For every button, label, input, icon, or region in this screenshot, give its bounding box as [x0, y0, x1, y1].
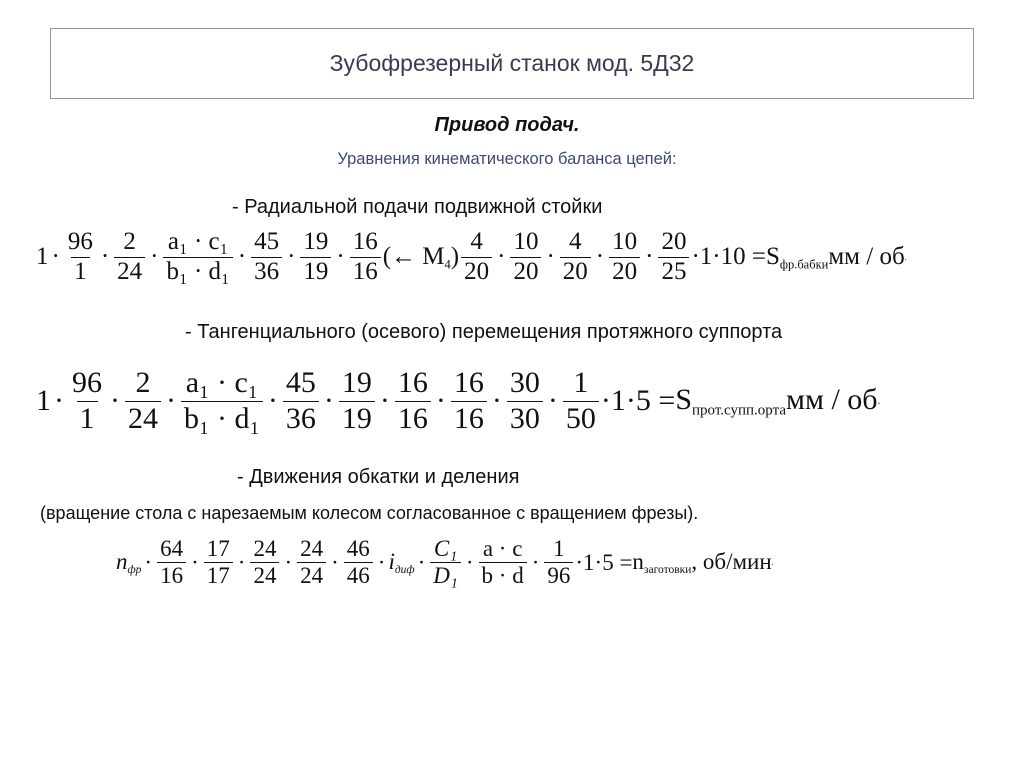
- numerator: a₁ · c₁: [167, 228, 229, 255]
- numerator: 64: [160, 536, 184, 561]
- fraction: [204, 536, 233, 590]
- numerator: 46: [346, 536, 370, 561]
- fraction: [507, 366, 543, 436]
- multiply-operator: ·: [110, 384, 120, 417]
- multiply-operator: ·: [323, 384, 334, 417]
- numerator: 45: [254, 228, 280, 255]
- multiply-operator: ·: [191, 549, 199, 575]
- fraction: [544, 536, 573, 590]
- multiply-operator: ·: [166, 384, 176, 417]
- denominator: b₁ · d₁: [181, 401, 263, 437]
- denominator: 96: [544, 562, 573, 589]
- fraction: [339, 366, 375, 436]
- math-text: ·1·10 =: [691, 243, 766, 271]
- denominator: 16: [157, 562, 186, 589]
- multiply-operator: ·: [497, 243, 506, 271]
- symbol-subscript: заготовки: [643, 564, 692, 577]
- numerator: 19: [303, 228, 329, 255]
- fraction: [560, 228, 591, 287]
- numerator: a₁ · c₁: [185, 366, 259, 399]
- fraction: [451, 366, 487, 436]
- section-radial-feed: - Радиальной подачи подвижной стойки: [232, 196, 603, 218]
- numerator: 24: [300, 536, 324, 561]
- multiply-operator: ·: [465, 549, 474, 575]
- denominator: 24: [125, 401, 161, 437]
- equation-radial-feed: [36, 228, 907, 287]
- period: .: [771, 558, 774, 568]
- numerator: 1: [553, 536, 565, 561]
- multiply-operator: ·: [54, 384, 64, 417]
- multiply-operator: ·: [267, 384, 278, 417]
- symbol-main: S: [675, 382, 693, 416]
- denominator: 24: [250, 562, 279, 589]
- symbol-subscript: фр.бабки: [779, 256, 829, 271]
- denominator: 36: [283, 401, 319, 437]
- multiply-operator: ·: [150, 243, 159, 271]
- denominator: 50: [563, 401, 599, 437]
- numerator: 16: [352, 228, 378, 255]
- symbol-subscript: диф: [394, 564, 415, 577]
- denominator: 16: [350, 257, 381, 287]
- fraction: [283, 366, 319, 436]
- slide-title: Зубофрезерный станок мод. 5Д32: [329, 50, 695, 76]
- multiply-operator: ·: [144, 549, 153, 575]
- denominator: 25: [658, 257, 689, 287]
- fraction: [114, 228, 145, 287]
- math-symbol: [632, 549, 771, 576]
- math-symbol: [116, 549, 141, 576]
- numerator: 2: [123, 228, 136, 255]
- denominator: 20: [461, 257, 492, 287]
- numerator: 2: [135, 366, 151, 399]
- denominator: 1: [77, 401, 98, 437]
- fraction: [69, 366, 105, 436]
- fraction: [479, 536, 527, 590]
- symbol-subscript: прот.супп.орта: [692, 402, 786, 419]
- equation-rolling-division: [116, 536, 774, 590]
- symbol-main: i: [388, 549, 395, 575]
- symbol-main: S: [765, 242, 780, 270]
- multiply-operator: ·: [284, 549, 293, 575]
- numerator: 16: [453, 366, 484, 399]
- symbol-suffix: , об/мин: [691, 549, 772, 575]
- numerator: 24: [253, 536, 277, 561]
- multiply-operator: ·: [435, 384, 446, 417]
- multiply-operator: ·: [531, 549, 540, 575]
- numerator: 96: [72, 366, 102, 399]
- math-text: 1: [36, 243, 49, 271]
- symbol-main: (← M: [382, 242, 445, 270]
- subheading: Уравнения кинематического баланса цепей:: [337, 150, 677, 168]
- denominator: 19: [339, 401, 375, 437]
- fraction: [609, 228, 640, 287]
- denominator: 16: [451, 401, 487, 437]
- fraction: [251, 228, 282, 287]
- multiply-operator: ·: [331, 549, 339, 575]
- fraction: [350, 228, 381, 287]
- denominator: 17: [204, 562, 233, 589]
- numerator: 45: [285, 366, 316, 399]
- numerator: 16: [397, 366, 428, 399]
- math-symbol: [383, 243, 459, 272]
- math-text: ·1·5 =: [575, 549, 633, 575]
- numerator: 4: [569, 228, 582, 255]
- math-symbol: [766, 243, 905, 272]
- multiply-operator: ·: [377, 549, 386, 575]
- equation-tangential-feed: [36, 366, 880, 436]
- fraction: [395, 366, 431, 436]
- denominator: 16: [395, 401, 431, 437]
- numerator: 10: [513, 228, 539, 255]
- denominator: 30: [507, 401, 543, 437]
- fraction: [563, 366, 599, 436]
- section-tangential-feed: - Тангенциального (осевого) перемещения протяжного суппорта: [185, 321, 783, 343]
- fraction: [125, 366, 161, 436]
- denominator: b₁ · d₁: [163, 257, 232, 287]
- denominator: 20: [560, 257, 591, 287]
- multiply-operator: ·: [547, 384, 558, 417]
- symbol-suffix: мм / об: [786, 382, 878, 416]
- numerator: a · c: [482, 536, 523, 561]
- fraction: [65, 228, 96, 287]
- section-rolling-division: - Движения обкатки и деления: [237, 466, 520, 488]
- fraction: [344, 536, 373, 590]
- numerator: 96: [67, 228, 93, 255]
- symbol-suffix: ): [450, 242, 460, 270]
- multiply-operator: ·: [546, 243, 555, 271]
- period: .: [904, 252, 907, 263]
- math-text: 1: [36, 384, 51, 417]
- multiply-operator: ·: [51, 243, 60, 271]
- numerator: 30: [509, 366, 540, 399]
- fraction: [430, 536, 461, 590]
- math-symbol: [388, 549, 414, 576]
- multiply-operator: ·: [491, 384, 502, 417]
- symbol-subscript: фр: [127, 564, 142, 577]
- math-text: ·1·5 =: [600, 384, 676, 417]
- fraction: [461, 228, 492, 287]
- numerator: 19: [341, 366, 372, 399]
- multiply-operator: ·: [417, 549, 426, 575]
- denominator: 36: [251, 257, 282, 287]
- denominator: 19: [300, 257, 331, 287]
- denominator: b · d: [479, 562, 527, 589]
- numerator: 20: [661, 228, 687, 255]
- fraction: [157, 536, 186, 590]
- denominator: 20: [510, 257, 541, 287]
- heading: Привод подач.: [434, 114, 580, 136]
- numerator: C₁: [433, 536, 458, 561]
- numerator: 10: [612, 228, 638, 255]
- note: (вращение стола с нарезаемым колесом согласованное с вращением фрезы).: [40, 503, 699, 523]
- symbol-main: n: [116, 549, 128, 575]
- fraction: [300, 228, 331, 287]
- multiply-operator: ·: [237, 549, 246, 575]
- denominator: 20: [609, 257, 640, 287]
- fraction: [181, 366, 263, 436]
- multiply-operator: ·: [645, 243, 654, 271]
- fraction: [510, 228, 541, 287]
- title-box: [50, 28, 974, 99]
- numerator: 17: [206, 536, 230, 561]
- denominator: 24: [297, 562, 326, 589]
- symbol-main: n: [632, 549, 644, 575]
- symbol-subscript: 4: [444, 256, 451, 271]
- denominator: 1: [71, 257, 90, 287]
- period: .: [877, 395, 881, 407]
- numerator: 4: [470, 228, 483, 255]
- multiply-operator: ·: [100, 243, 110, 271]
- multiply-operator: ·: [595, 243, 605, 271]
- multiply-operator: ·: [287, 243, 296, 271]
- fraction: [297, 536, 326, 590]
- multiply-operator: ·: [237, 243, 247, 271]
- math-symbol: [675, 383, 877, 419]
- denominator: D₁: [430, 562, 461, 589]
- numerator: 1: [573, 366, 589, 399]
- multiply-operator: ·: [336, 243, 345, 271]
- fraction: [250, 536, 279, 590]
- multiply-operator: ·: [379, 384, 390, 417]
- fraction: [658, 228, 689, 287]
- symbol-suffix: мм / об: [828, 242, 905, 270]
- denominator: 46: [344, 562, 373, 589]
- fraction: [163, 228, 232, 287]
- denominator: 24: [114, 257, 145, 287]
